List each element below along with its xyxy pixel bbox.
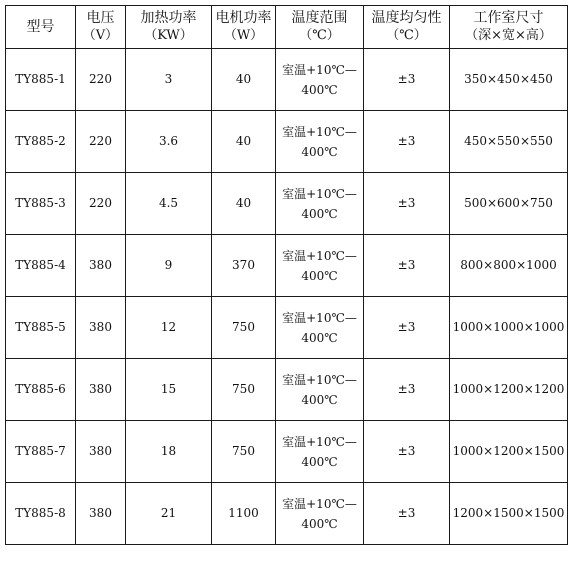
- cell-heating-power: 9: [126, 235, 212, 297]
- cell-voltage: 380: [76, 235, 126, 297]
- table-row: [6, 235, 568, 297]
- cell-heating-power: 3.6: [126, 111, 212, 173]
- header-size-label: 工作室尺寸: [473, 10, 544, 26]
- cell-voltage: 220: [76, 111, 126, 173]
- table-row: [6, 173, 568, 235]
- table-row: [6, 111, 568, 173]
- cell-voltage: 220: [76, 49, 126, 111]
- header-range-label: 温度范围: [291, 10, 348, 26]
- cell-uniformity: ±3: [364, 483, 450, 545]
- header-voltage-label: 电压: [86, 10, 115, 26]
- cell-chamber-size: 1200×1500×1500: [450, 483, 568, 545]
- cell-motor-power: 40: [212, 173, 276, 235]
- cell-temp-range: [276, 359, 364, 421]
- cell-model: TY885-3: [6, 173, 76, 235]
- temp-range-start: 室温+10℃—: [282, 124, 357, 139]
- header-temp-range: [276, 6, 364, 49]
- header-motor-unit: （W）: [223, 28, 264, 43]
- cell-heating-power: 12: [126, 297, 212, 359]
- temp-range-end: 400℃: [301, 516, 338, 531]
- temp-range-start: 室温+10℃—: [282, 248, 357, 263]
- cell-motor-power: 40: [212, 111, 276, 173]
- cell-temp-range: [276, 235, 364, 297]
- cell-voltage: 220: [76, 173, 126, 235]
- cell-heating-power: 18: [126, 421, 212, 483]
- header-model-label: 型号: [26, 18, 55, 35]
- temp-range-end: 400℃: [301, 392, 338, 407]
- header-voltage: [76, 6, 126, 49]
- cell-heating-power: 21: [126, 483, 212, 545]
- cell-uniformity: ±3: [364, 173, 450, 235]
- cell-heating-power: 15: [126, 359, 212, 421]
- cell-uniformity: ±3: [364, 297, 450, 359]
- table-row: [6, 49, 568, 111]
- cell-model: TY885-1: [6, 49, 76, 111]
- cell-motor-power: 1100: [212, 483, 276, 545]
- cell-temp-range: [276, 421, 364, 483]
- cell-motor-power: 750: [212, 297, 276, 359]
- temp-range-start: 室温+10℃—: [282, 186, 357, 201]
- table-header: [6, 6, 568, 49]
- cell-chamber-size: 1000×1200×1200: [450, 359, 568, 421]
- temp-range-text: [276, 308, 363, 348]
- temp-range-start: 室温+10℃—: [282, 372, 357, 387]
- header-motor-power: [212, 6, 276, 49]
- table-row: [6, 421, 568, 483]
- header-voltage-unit: （V）: [82, 28, 119, 43]
- cell-uniformity: ±3: [364, 111, 450, 173]
- cell-motor-power: 40: [212, 49, 276, 111]
- cell-motor-power: 750: [212, 421, 276, 483]
- header-uniformity-label: 温度均匀性: [371, 10, 442, 26]
- header-temp-uniformity: [364, 6, 450, 49]
- cell-motor-power: 750: [212, 359, 276, 421]
- cell-model: TY885-4: [6, 235, 76, 297]
- temp-range-text: [276, 184, 363, 224]
- header-chamber-size: [450, 6, 568, 49]
- temp-range-start: 室温+10℃—: [282, 310, 357, 325]
- table-row: [6, 297, 568, 359]
- cell-model: TY885-2: [6, 111, 76, 173]
- cell-heating-power: 3: [126, 49, 212, 111]
- cell-uniformity: ±3: [364, 235, 450, 297]
- spec-table: [5, 5, 568, 545]
- header-range-unit: （℃）: [299, 28, 340, 43]
- cell-chamber-size: 800×800×1000: [450, 235, 568, 297]
- temp-range-end: 400℃: [301, 144, 338, 159]
- cell-temp-range: [276, 49, 364, 111]
- header-heating-power: [126, 6, 212, 49]
- cell-voltage: 380: [76, 421, 126, 483]
- cell-voltage: 380: [76, 297, 126, 359]
- cell-temp-range: [276, 111, 364, 173]
- header-heating-unit: （KW）: [144, 28, 193, 43]
- header-size-unit: （深×宽×高）: [465, 28, 552, 43]
- temp-range-end: 400℃: [301, 268, 338, 283]
- table-row: [6, 359, 568, 421]
- temp-range-end: 400℃: [301, 330, 338, 345]
- temp-range-start: 室温+10℃—: [282, 62, 357, 77]
- table-body: [6, 49, 568, 545]
- cell-temp-range: [276, 483, 364, 545]
- table-row: [6, 483, 568, 545]
- cell-uniformity: ±3: [364, 359, 450, 421]
- temp-range-start: 室温+10℃—: [282, 496, 357, 511]
- cell-voltage: 380: [76, 359, 126, 421]
- cell-model: TY885-6: [6, 359, 76, 421]
- cell-chamber-size: 450×550×550: [450, 111, 568, 173]
- temp-range-text: [276, 122, 363, 162]
- cell-uniformity: ±3: [364, 49, 450, 111]
- cell-heating-power: 4.5: [126, 173, 212, 235]
- temp-range-end: 400℃: [301, 206, 338, 221]
- header-heating-label: 加热功率: [140, 10, 197, 26]
- header-row: [6, 6, 568, 49]
- cell-model: TY885-8: [6, 483, 76, 545]
- header-motor-label: 电机功率: [215, 10, 272, 26]
- temp-range-text: [276, 432, 363, 472]
- temp-range-end: 400℃: [301, 82, 338, 97]
- cell-chamber-size: 1000×1200×1500: [450, 421, 568, 483]
- temp-range-end: 400℃: [301, 454, 338, 469]
- cell-voltage: 380: [76, 483, 126, 545]
- cell-model: TY885-5: [6, 297, 76, 359]
- cell-chamber-size: 350×450×450: [450, 49, 568, 111]
- cell-temp-range: [276, 173, 364, 235]
- cell-uniformity: ±3: [364, 421, 450, 483]
- cell-motor-power: 370: [212, 235, 276, 297]
- temp-range-text: [276, 60, 363, 100]
- cell-temp-range: [276, 297, 364, 359]
- temp-range-text: [276, 246, 363, 286]
- temp-range-text: [276, 370, 363, 410]
- temp-range-text: [276, 494, 363, 534]
- header-uniformity-unit: （℃）: [386, 28, 427, 43]
- temp-range-start: 室温+10℃—: [282, 434, 357, 449]
- header-model: [6, 6, 76, 49]
- cell-chamber-size: 500×600×750: [450, 173, 568, 235]
- cell-model: TY885-7: [6, 421, 76, 483]
- cell-chamber-size: 1000×1000×1000: [450, 297, 568, 359]
